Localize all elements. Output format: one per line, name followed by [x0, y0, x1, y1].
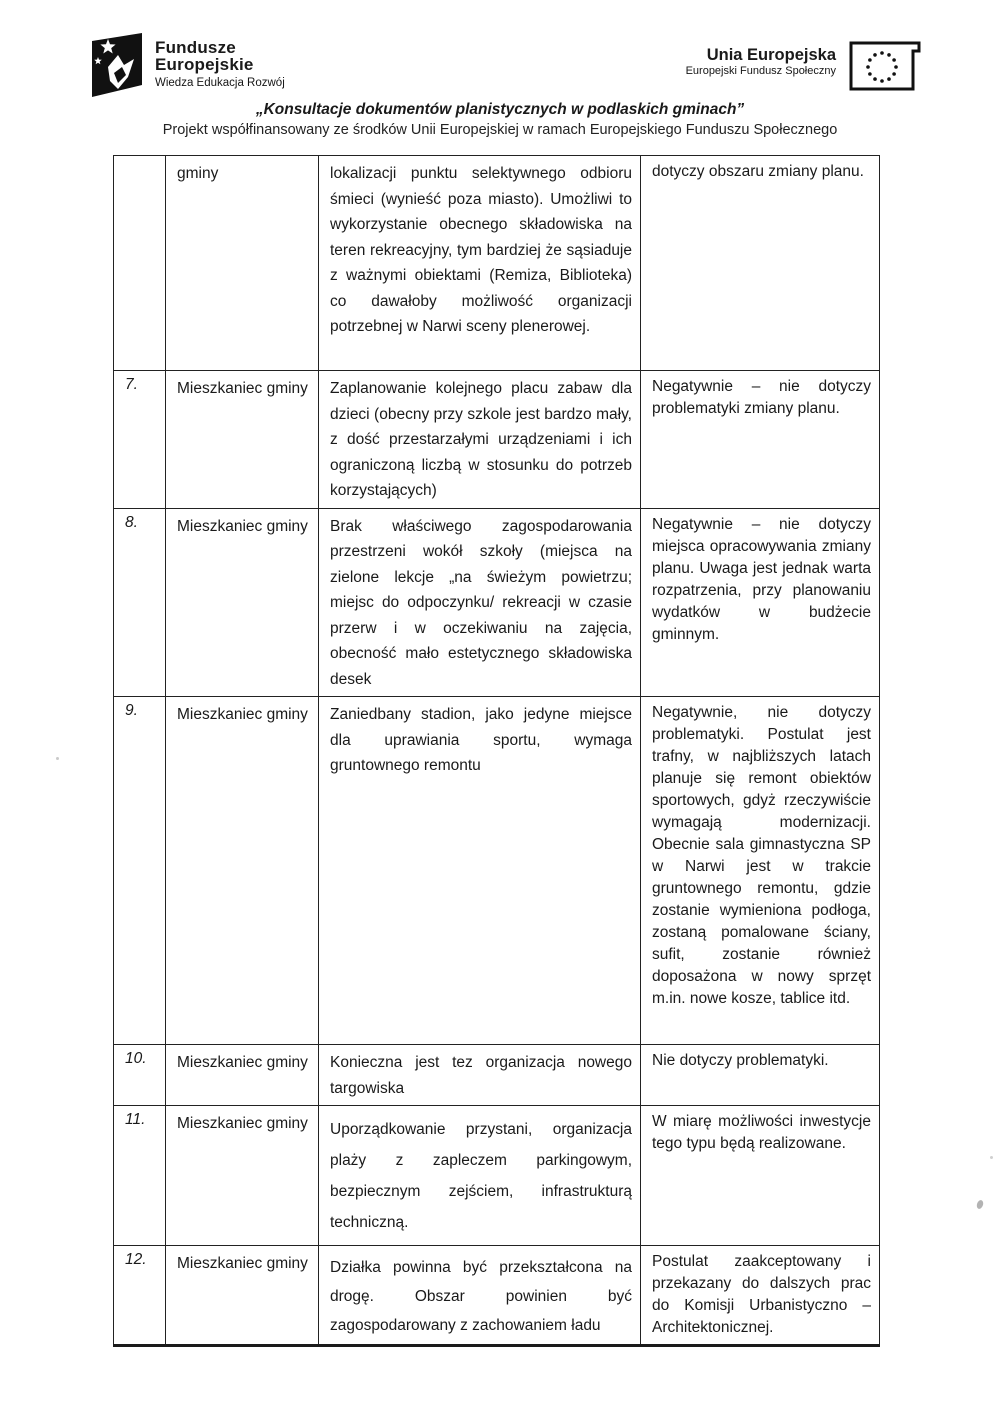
row-author: Mieszkaniec gminy — [166, 697, 319, 1045]
document-title: „Konsultacje dokumentów planistycznych w podlaskich gminach” — [255, 101, 745, 118]
table-row — [114, 371, 880, 509]
row-comment: Zaniedbany stadion, jako jedyne miejsce dla uprawiania sportu, wymaga gruntownego remontu — [319, 697, 641, 1045]
row-comment: Działka powinna być przekształcona na drogę. Obszar powinien być zagospodarowany z zachowaniem ładu — [319, 1246, 641, 1346]
fe-line2: Europejskie — [155, 55, 254, 75]
row-response: Nie dotyczy problematyki. — [641, 1045, 880, 1106]
ue-line1: Unia Europejska — [706, 46, 836, 64]
comments-table — [113, 155, 880, 1347]
document-subtitle: Projekt współfinansowany ze środków Unii Europejskiej w ramach Europejskiego Funduszu Społecznego — [162, 122, 838, 138]
unia-europejska-logo — [686, 40, 922, 94]
row-comment: Uporządkowanie przystani, organizacja plaży z zapleczem parkingowym, bezpiecznym zejściem, infrastrukturą techniczną. — [319, 1106, 641, 1246]
fundusze-europejskie-logo — [88, 33, 285, 97]
row-response: Negatywnie, nie dotyczy problematyki. Postulat jest trafny, w najbliższych latach planuje się remont obiektów sportowych, gdyż rzeczywiście wymagają modernizacji. Obecnie sala gimnastyczna SP w Narwi jest w trakcie gruntownego remontu, gdzie zostanie wymieniona podłoga, zostaną pomalowane ściany, sufit, zostanie również doposażona w nowy sprzęt m.in. nowe kosze, tablice itd. — [641, 697, 880, 1045]
row-number: 8. — [114, 508, 166, 697]
table-row — [114, 156, 880, 371]
row-comment: Konieczna jest tez organizacja nowego targowiska — [319, 1045, 641, 1106]
fe-logo-text — [155, 39, 285, 89]
ue-subtitle: Europejski Fundusz Społeczny — [685, 64, 836, 77]
row-number: 7. — [114, 371, 166, 509]
row-response: Negatywnie – nie dotyczy problematyki zmiany planu. — [641, 371, 880, 509]
table-row — [114, 1045, 880, 1106]
row-number — [114, 156, 166, 371]
row-author: gminy — [166, 156, 319, 371]
row-number: 10. — [114, 1045, 166, 1106]
row-response: Postulat zaakceptowany i przekazany do dalszych prac do Komisji Urbanistyczno – Architektonicznej. — [641, 1246, 880, 1346]
row-author: Mieszkaniec gminy — [166, 1246, 319, 1346]
scan-artifact — [56, 757, 59, 760]
table-row — [114, 1106, 880, 1246]
table-row — [114, 508, 880, 697]
ue-logo-text — [686, 46, 836, 78]
row-author: Mieszkaniec gminy — [166, 508, 319, 697]
row-comment: Zaplanowanie kolejnego placu zabaw dla dzieci (obecny przy szkole jest bardzo mały, z dość przestarzałymi urządzeniami i ich ograniczoną liczbą w stosunku do potrzeb korzystających) — [319, 371, 641, 509]
fe-subtitle: Wiedza Edukacja Rozwój — [155, 76, 285, 89]
row-author: Mieszkaniec gminy — [166, 1106, 319, 1246]
table-row — [114, 697, 880, 1045]
row-number: 12. — [114, 1246, 166, 1346]
table-row — [114, 1246, 880, 1346]
row-author: Mieszkaniec gminy — [166, 371, 319, 509]
row-author: Mieszkaniec gminy — [166, 1045, 319, 1106]
row-response: W miarę możliwości inwestycje tego typu będą realizowane. — [641, 1106, 880, 1246]
fe-flag-icon — [88, 33, 146, 97]
row-number: 9. — [114, 697, 166, 1045]
eu-flag-icon — [848, 40, 922, 94]
row-response: Negatywnie – nie dotyczy miejsca opracowywania zmiany planu. Uwaga jest jednak warta rozpatrzenia, przy planowaniu wydatków w budżecie gminnym. — [641, 508, 880, 697]
row-response: dotyczy obszaru zmiany planu. — [641, 156, 880, 371]
row-number: 11. — [114, 1106, 166, 1246]
scan-artifact — [976, 1199, 985, 1210]
fe-line1: Fundusze — [155, 38, 236, 57]
row-comment: lokalizacji punktu selektywnego odbioru śmieci (wynieść poza miasto). Umożliwi to wykorzystanie obecnego składowiska na teren rekreacyjny, tym bardziej że sąsiaduje z ważnymi obiektami (Remiza, Biblioteka) co dawałoby możliwość organizacji potrzebnej w Narwi sceny plenerowej. — [319, 156, 641, 371]
row-comment: Brak właściwego zagospodarowania przestrzeni wokół szkoły (miejsca na zielone lekcje „na świeżym powietrzu; miejsc do odpoczynku/ rekreacji w czasie przerw i w oczekiwaniu na zajęcia, obecność mało estetycznego składowiska desek — [319, 508, 641, 697]
scan-artifact — [990, 1156, 993, 1159]
